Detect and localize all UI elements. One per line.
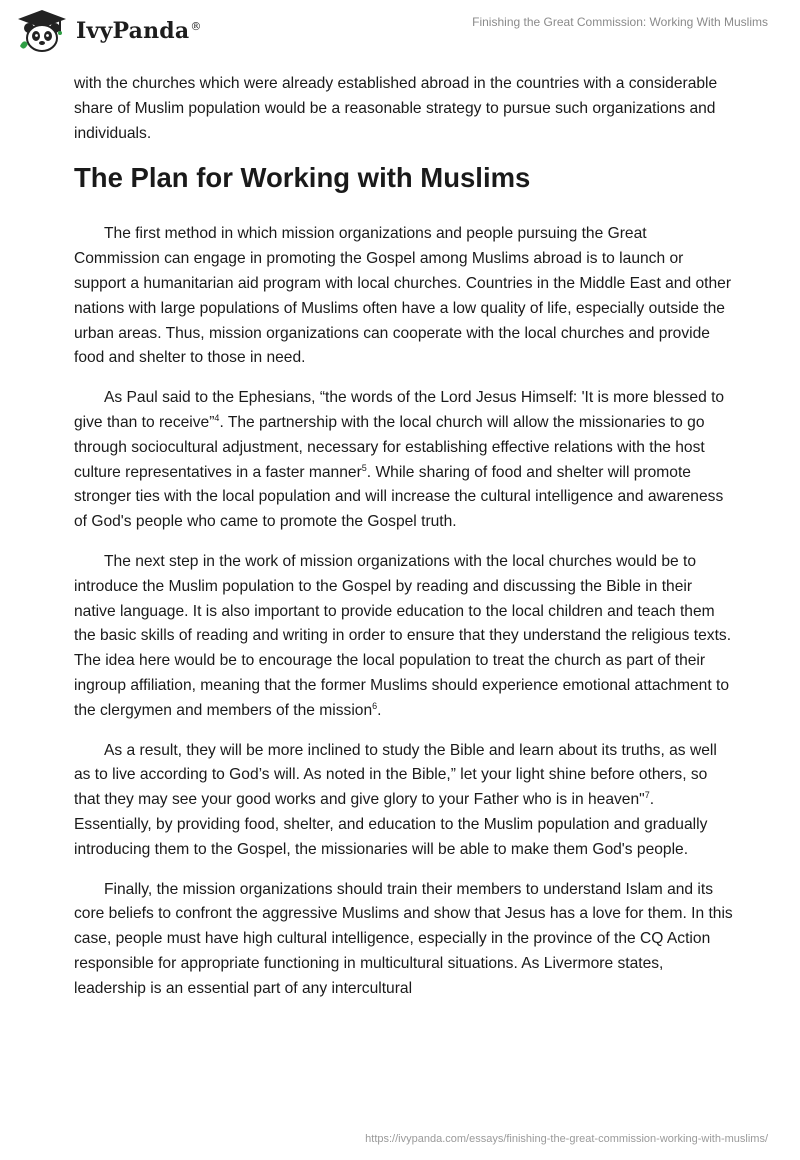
footnote-5[interactable]: 5 (361, 462, 367, 473)
essay-body (74, 72, 734, 1017)
paragraph-1: The first method in which mission organizations and people pursuing the Great Commission can engage in promoting the Gospel among Muslims abroad is to launch or support a humanitarian aid program with local churches. Countries in the Middle East and other nations with large populations of Muslims often have a low quality of life, especially outside the urban areas. Thus, mission organizations can cooperate with the local churches and provide food and shelter to those in need. (74, 225, 732, 367)
panda-graduate-icon (16, 8, 68, 54)
footnote-4[interactable]: 4 (214, 412, 220, 423)
paragraph-3: The next step in the work of mission organizations with the local churches would be to introduce the Muslim population to the Gospel by reading and discussing the Bible in their native language. It is also important to provide education to the local children and teach them the basic skills of reading and writing in order to ensure that they understand the religious texts. The idea here would be to encourage the local population to treat the church as part of their ingroup affiliation, meaning that the former Muslims should experience emotional attachment to the clergymen and members of the mission$^6$. (74, 552, 732, 719)
ivypanda-logo[interactable] (16, 8, 202, 54)
footnote-6[interactable]: 6 (372, 700, 378, 711)
logo-wordmark: IvyPanda® (76, 18, 202, 44)
document-title: Finishing the Great Commission: Working With Muslims (472, 15, 768, 29)
intro-paragraph: with the churches which were already established abroad in the countries with a considerable share of Muslim population would be a reasonable strategy to pursue such organizations and individuals. (74, 75, 718, 142)
page-header (0, 0, 800, 64)
section-heading: The Plan for Working with Muslims (74, 162, 531, 194)
paragraph-4: As a result, they will be more inclined to study the Bible and learn about its truths, as well as to live according to God’s will. As noted in the Bible,” let your light shine before others, so that they may see your good works and give glory to your Father who is in heaven"$^7$. Essentially, by providing food, shelter, and education to the Muslim population and gradually introducing them to the Gospel, the missionaries will be able to make them God's people. (74, 741, 717, 858)
paragraph-2: As Paul said to the Ephesians, “the words of the Lord Jesus Himself: 'It is more blessed to give than to receive”$^4$. The partnership with the local church will allow the missionaries to go through sociocultural adjustment, necessary for establishing effective relations with the host culture representatives in a faster manner$^5$. While sharing of food and shelter will promote stronger ties with the local population and will increase the cultural intelligence and awareness of God's people who came to promote the Gospel truth. (74, 389, 725, 531)
footnote-7[interactable]: 7 (644, 789, 650, 800)
source-url[interactable]: https://ivypanda.com/essays/finishing-the-great-commission-working-with-muslims/ (365, 1133, 768, 1145)
paragraph-5: Finally, the mission organizations should train their members to understand Islam and its core beliefs to confront the aggressive Muslims and show that Jesus has a love for them. In this case, people must have high cultural intelligence, especially in the province of the CQ Action responsible for appropriate functioning in multicultural situations. As Livermore states, leadership is an essential part of any intercultural (74, 880, 733, 997)
